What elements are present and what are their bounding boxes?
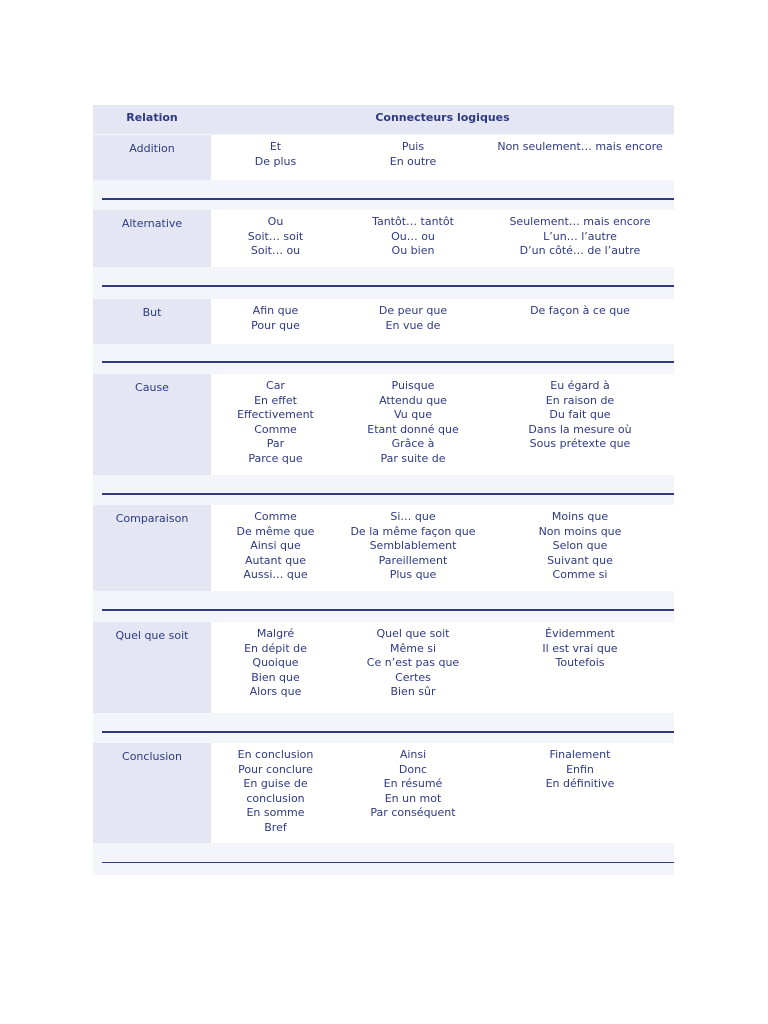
connecteurs-column — [340, 748, 486, 821]
connecteur-item: L’un… l’autre — [543, 229, 617, 243]
connecteurs-cell — [211, 622, 674, 713]
connecteur-item: Comme — [254, 510, 297, 523]
connecteur-item: Quel que soit — [376, 627, 450, 640]
connecteurs-column — [486, 627, 674, 671]
connecteurs-column — [486, 140, 674, 155]
connecteur-item: Afin que — [252, 304, 299, 317]
row-divider — [102, 609, 674, 611]
connecteur-item: Grâce à — [391, 437, 435, 450]
connecteur-item: Attendu que — [379, 393, 447, 407]
connecteurs-cell — [211, 135, 674, 180]
connecteurs-column — [211, 748, 340, 835]
connecteurs-cell — [211, 505, 674, 591]
row-divider — [102, 731, 674, 733]
connecteur-item: En définitive — [545, 777, 615, 790]
connecteur-item: D’un côté… de l’autre — [519, 244, 641, 257]
connecteur-item: Etant donné que — [367, 422, 459, 436]
connecteur-item: En outre — [389, 154, 437, 168]
connecteur-item: Quoique — [252, 656, 299, 669]
connecteur-item: Bien que — [251, 670, 300, 684]
relation-label: Comparaison — [115, 512, 189, 525]
connecteur-item: Bien sûr — [390, 685, 436, 698]
connecteur-item: Soit… soit — [247, 229, 304, 243]
row-divider — [102, 862, 674, 863]
connecteurs-cell — [211, 299, 674, 344]
connecteur-item: Bref — [264, 820, 287, 834]
header-connecteurs: Connecteurs logiques — [375, 111, 510, 124]
connecteur-item: De peur que — [378, 304, 448, 317]
connecteur-item: Ou bien — [391, 244, 435, 257]
connecteur-item: Pareillement — [378, 553, 448, 567]
connecteur-item: Si… que — [390, 510, 436, 523]
connecteurs-column — [211, 215, 340, 259]
connecteurs-column — [486, 379, 674, 452]
relation-label: Addition — [129, 142, 175, 155]
connecteurs-column — [211, 510, 340, 583]
connecteur-item: Tantôt… tantôt — [372, 215, 454, 228]
connecteurs-column — [486, 748, 674, 792]
connecteur-item: Évidemment — [545, 627, 615, 640]
connecteur-item: Enfin — [566, 762, 594, 776]
connecteur-item: Finalement — [549, 748, 611, 761]
connecteur-item: En effet — [254, 393, 297, 407]
table-row — [93, 299, 674, 344]
connecteur-item: conclusion — [246, 791, 305, 805]
connecteur-item: Et — [269, 140, 282, 153]
connecteur-item: Par suite de — [380, 451, 446, 465]
connecteur-item: Ou — [267, 215, 284, 228]
relation-label: Alternative — [121, 217, 183, 230]
connecteur-item: Non moins que — [538, 524, 622, 538]
connecteurs-cell — [211, 210, 674, 267]
connecteur-item: Ce n’est pas que — [366, 656, 460, 669]
table-row — [93, 505, 674, 591]
connecteur-item: En résumé — [383, 777, 443, 790]
connecteur-item: En dépit de — [244, 641, 307, 655]
connecteur-item: De façon à ce que — [530, 304, 630, 317]
connecteur-item: Donc — [398, 762, 428, 776]
connecteur-item: Il est vrai que — [542, 641, 618, 655]
connecteur-item: Moins que — [551, 510, 609, 523]
connecteur-item: Comme — [254, 422, 297, 436]
connecteur-item: Même si — [389, 641, 437, 655]
relation-label: Quel que soit — [115, 629, 189, 642]
relation-cell — [93, 210, 211, 267]
relation-cell — [93, 374, 211, 475]
connecteur-item: Parce que — [248, 451, 303, 465]
relation-label: Conclusion — [122, 750, 182, 763]
connecteur-item: En raison de — [545, 393, 615, 407]
connecteur-item: Vu que — [394, 408, 432, 421]
connecteur-item: En un mot — [384, 791, 442, 805]
connecteur-item: De plus — [254, 154, 297, 168]
connecteurs-column — [340, 304, 486, 333]
connecteurs-column — [211, 140, 340, 169]
row-divider — [102, 361, 674, 363]
connecteur-item: Malgré — [256, 627, 295, 640]
connecteurs-cell — [211, 374, 674, 475]
connecteur-item: Puis — [401, 140, 425, 153]
connecteur-item: Effectivement — [237, 408, 314, 421]
connecteur-item: Du fait que — [549, 408, 611, 421]
connecteur-item: Soit… ou — [250, 244, 301, 257]
connecteurs-column — [211, 304, 340, 333]
connecteur-item: Suivant que — [547, 553, 613, 567]
relation-label: But — [142, 306, 162, 319]
connecteur-item: Selon que — [552, 539, 608, 552]
connecteur-item: Sous prétexte que — [529, 437, 631, 450]
connecteur-item: Certes — [395, 670, 431, 684]
connecteur-item: Non seulement… mais encore — [497, 140, 663, 153]
table-row — [93, 743, 674, 843]
relation-cell — [93, 743, 211, 843]
connecteur-item: En somme — [246, 806, 305, 819]
connecteur-item: Ainsi — [399, 748, 427, 761]
connecteur-item: Eu égard à — [550, 379, 610, 392]
connecteurs-column — [486, 304, 674, 319]
connecteur-item: De même que — [236, 524, 315, 538]
connecteur-item: Toutefois — [555, 656, 605, 669]
connecteurs-column — [486, 215, 674, 259]
connecteur-item: Aussi… que — [243, 568, 308, 581]
connecteur-item: En vue de — [385, 318, 441, 332]
connecteur-item: Car — [266, 379, 285, 392]
relation-cell — [93, 135, 211, 180]
table-row — [93, 210, 674, 267]
connecteur-item: Par conséquent — [370, 806, 456, 819]
connecteur-item: En conclusion — [237, 748, 314, 761]
connecteurs-column — [340, 510, 486, 583]
relation-cell — [93, 505, 211, 591]
connecteur-item: Par — [266, 437, 285, 450]
connecteurs-column — [340, 627, 486, 700]
connecteur-item: Pour que — [251, 318, 300, 332]
row-divider — [102, 285, 674, 287]
connecteur-item: De la même façon que — [350, 524, 476, 538]
connecteurs-column — [211, 627, 340, 700]
connecteurs-column — [211, 379, 340, 466]
connecteurs-table — [93, 105, 674, 875]
row-divider — [102, 493, 674, 495]
connecteurs-column — [486, 510, 674, 583]
connecteur-item: Alors que — [249, 685, 302, 698]
table-row — [93, 622, 674, 713]
connecteur-item: En guise de — [243, 777, 308, 790]
connecteur-item: Seulement… mais encore — [509, 215, 651, 228]
connecteurs-column — [340, 140, 486, 169]
connecteur-item: Autant que — [244, 553, 307, 567]
connecteur-item: Semblablement — [369, 539, 457, 552]
row-divider — [102, 198, 674, 200]
relation-cell — [93, 299, 211, 344]
connecteur-item: Ainsi que — [250, 539, 301, 552]
connecteur-item: Plus que — [389, 568, 437, 581]
connecteurs-column — [340, 379, 486, 466]
relation-label: Cause — [135, 381, 169, 394]
connecteur-item: Puisque — [391, 379, 435, 392]
table-row — [93, 374, 674, 475]
connecteur-item: Ou… ou — [391, 229, 435, 243]
table-header — [93, 105, 674, 134]
connecteur-item: Dans la mesure où — [528, 422, 632, 436]
connecteurs-cell — [211, 743, 674, 843]
connecteurs-column — [340, 215, 486, 259]
connecteur-item: Comme si — [552, 568, 608, 581]
connecteur-item: Pour conclure — [238, 762, 313, 776]
relation-cell — [93, 622, 211, 713]
table-row — [93, 135, 674, 180]
header-relation: Relation — [126, 111, 178, 124]
